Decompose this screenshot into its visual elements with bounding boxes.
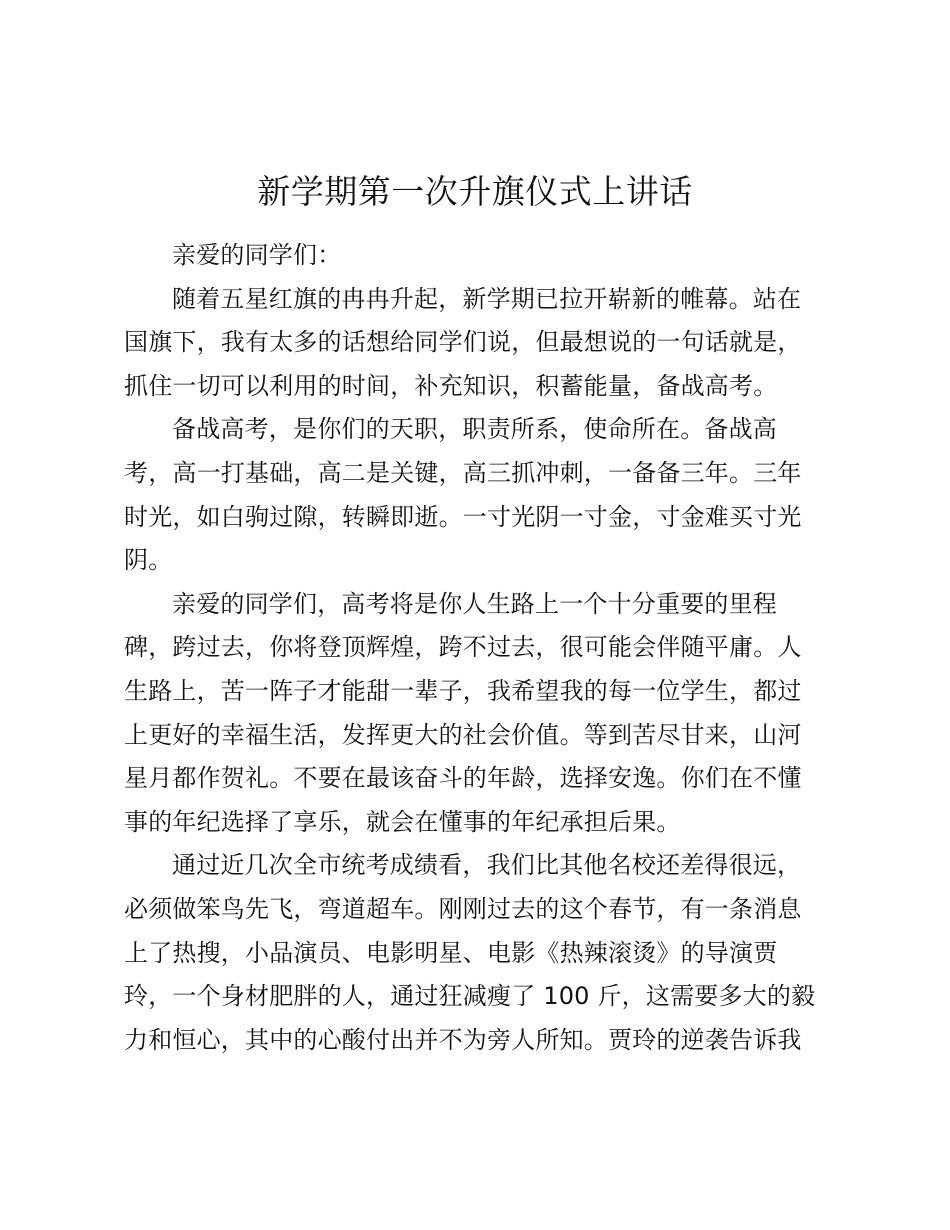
paragraph-1-line-2: 国旗下，我有太多的话想给同学们说，但最想说的一句话就是， — [124, 328, 802, 357]
paragraph-2-line-4: 阴。 — [124, 546, 173, 575]
paragraph-3-line-6: 事的年纪选择了享乐，就会在懂事的年纪承担后果。 — [124, 807, 681, 836]
page-title: 新学期第一次升旗仪式上讲话 — [257, 172, 693, 211]
paragraph-4-line-2: 必须做笨鸟先飞，弯道超车。刚刚过去的这个春节，有一条消息 — [124, 894, 802, 923]
paragraph-4-line-5: 力和恒心，其中的心酸付出并不为旁人所知。贾玲的逆袭告诉我 — [124, 1025, 802, 1054]
paragraph-4-line-4: 玲，一个身材肥胖的人，通过狂减瘦了 100 斤，这需要多大的毅 — [124, 982, 816, 1011]
speech-body — [124, 234, 828, 1062]
paragraph-1-line-1: 随着五星红旗的冉冉升起，新学期已拉开崭新的帷幕。站在 — [172, 284, 802, 313]
paragraph-4-line-1: 通过近几次全市统考成绩看，我们比其他名校还差得很远， — [172, 851, 802, 880]
paragraph-3-line-1: 亲爱的同学们，高考将是你人生路上一个十分重要的里程 — [172, 589, 777, 618]
paragraph-2-line-2: 考，高一打基础，高二是关键，高三抓冲刺，一备备三年。三年 — [124, 458, 802, 487]
paragraph-4-line-3: 上了热搜，小品演员、电影明星、电影《热辣滚烫》的导演贾 — [124, 938, 778, 967]
salutation-line: 亲爱的同学们： — [172, 241, 342, 269]
paragraph-1-line-3: 抓住一切可以利用的时间，补充知识，积蓄能量，备战高考。 — [124, 371, 778, 400]
paragraph-2-line-3: 时光，如白驹过隙，转瞬即逝。一寸光阴一寸金，寸金难买寸光 — [124, 502, 802, 531]
paragraph-3-line-3: 生路上，苦一阵子才能甜一辈子，我希望我的每一位学生，都过 — [124, 676, 802, 705]
paragraph-3-line-5: 星月都作贺礼。不要在最该奋斗的年龄，选择安逸。你们在不懂 — [124, 764, 802, 793]
paragraph-2-line-1: 备战高考，是你们的天职，职责所系，使命所在。备战高 — [172, 415, 777, 444]
paragraph-3-line-2: 碑，跨过去，你将登顶辉煌，跨不过去，很可能会伴随平庸。人 — [124, 633, 802, 662]
paragraph-3-line-4: 上更好的幸福生活，发挥更大的社会价值。等到苦尽甘来，山河 — [124, 720, 802, 749]
